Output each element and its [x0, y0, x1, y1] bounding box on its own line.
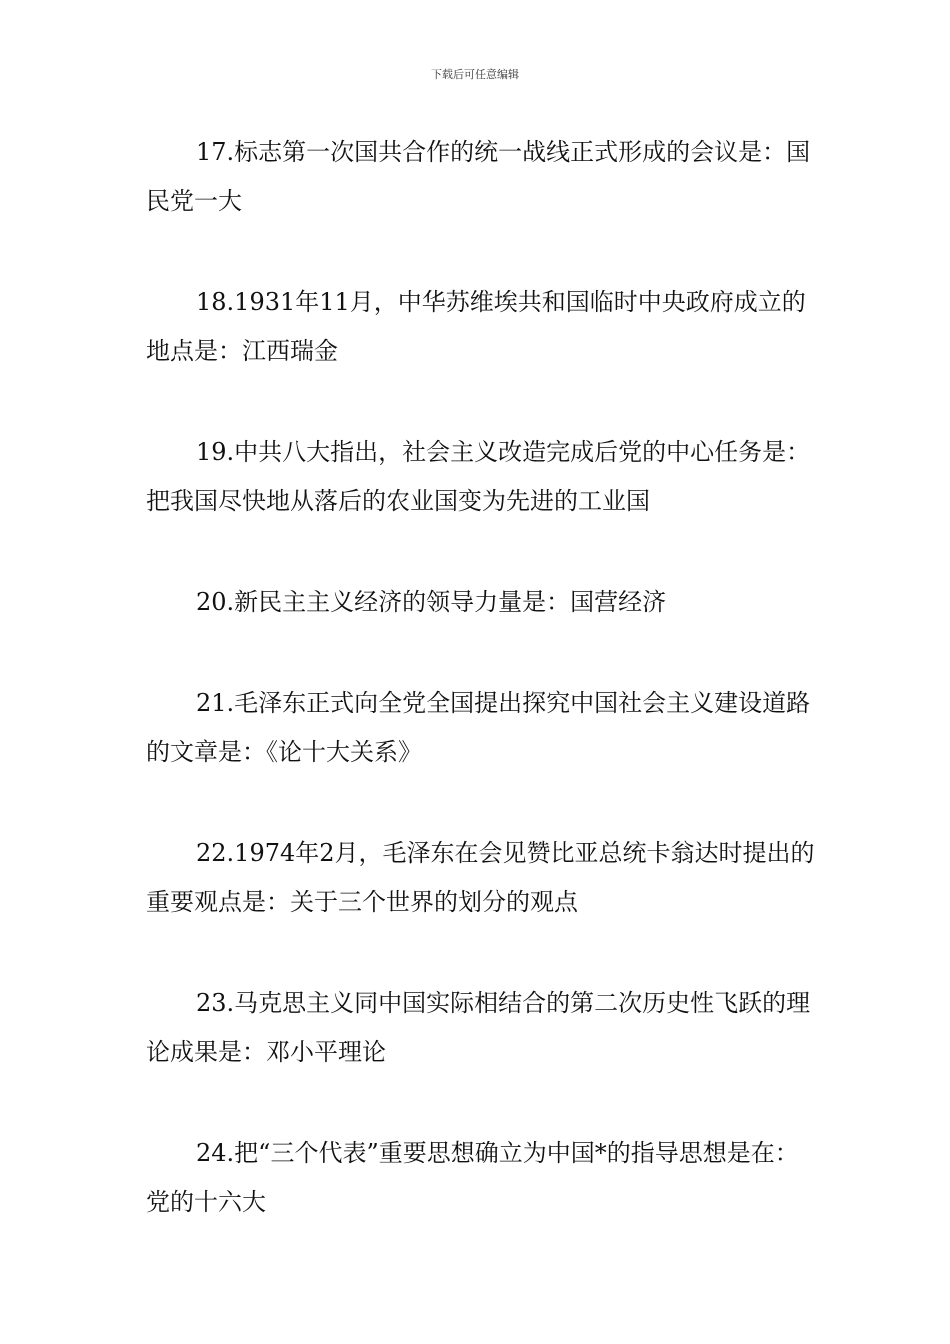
- item-text: 中共八大指出，社会主义改造完成后党的中心任务是：把我国尽快地从落后的农业国变为先进的工业国: [146, 438, 811, 515]
- list-item: [146, 428, 816, 526]
- document-body: [146, 128, 816, 1279]
- item-number: 22.: [196, 839, 235, 867]
- item-number: 20.: [196, 588, 235, 616]
- item-number: 19.: [196, 438, 235, 466]
- list-item: [146, 679, 816, 777]
- list-item: [146, 1129, 816, 1227]
- item-text: 1931年11月，中华苏维埃共和国临时中央政府成立的地点是：江西瑞金: [146, 288, 806, 365]
- item-text: 标志第一次国共合作的统一战线正式形成的会议是：国民党一大: [146, 138, 811, 215]
- page-header-note: 下载后可任意编辑: [431, 68, 519, 81]
- item-text: 新民主主义经济的领导力量是：国营经济: [234, 588, 667, 616]
- list-item: [146, 278, 816, 376]
- item-number: 24.: [196, 1139, 235, 1167]
- item-text: 1974年2月，毛泽东在会见赞比亚总统卡翁达时提出的重要观点是：关于三个世界的划分的观点: [146, 839, 815, 916]
- item-number: 23.: [196, 989, 235, 1017]
- item-number: 21.: [196, 689, 235, 717]
- list-item: [146, 979, 816, 1077]
- list-item: [146, 829, 816, 927]
- item-text: 毛泽东正式向全党全国提出探究中国社会主义建设道路的文章是：《论十大关系》: [146, 689, 811, 766]
- list-item: [146, 578, 816, 627]
- item-number: 18.: [196, 288, 235, 316]
- item-text: 把“三个代表”重要思想确立为中国*的指导思想是在：党的十六大: [146, 1139, 799, 1216]
- item-text: 马克思主义同中国实际相结合的第二次历史性飞跃的理论成果是：邓小平理论: [146, 989, 811, 1066]
- item-number: 17.: [196, 138, 235, 166]
- list-item: [146, 128, 816, 226]
